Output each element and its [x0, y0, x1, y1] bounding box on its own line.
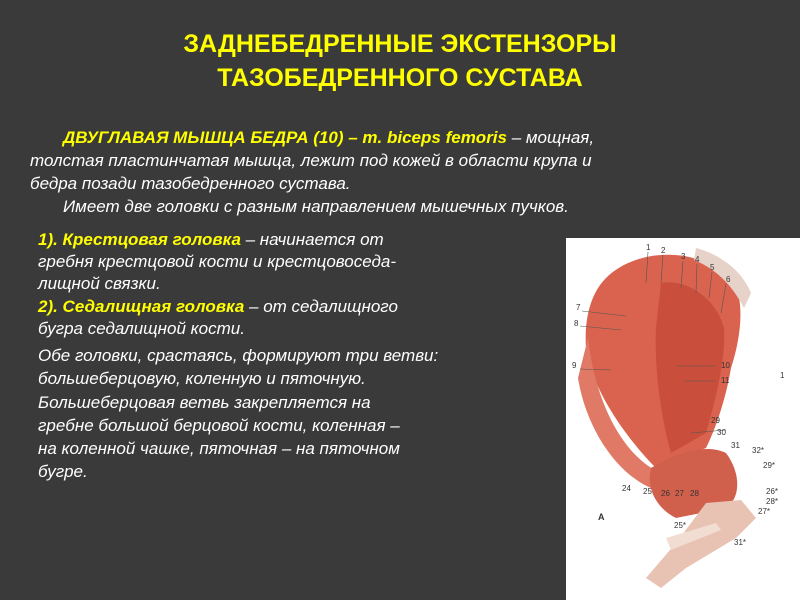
intro-line-3: бедра позади тазобедренного сустава. [30, 174, 351, 193]
sacral-text-1: – начинается от [240, 230, 384, 249]
figure-label: 28 [690, 489, 699, 498]
intro-line-4: Имеет две головки с разным направлением мышечных пучков. [63, 197, 569, 216]
branches-line-3: Большеберцовая ветвь закрепляется на [38, 393, 371, 412]
anatomy-figure [566, 238, 800, 600]
slide-title-line-2: ТАЗОБЕДРЕННОГО СУСТАВА [217, 64, 583, 92]
figure-label: 5 [710, 263, 715, 272]
intro-line-1 [63, 127, 594, 149]
figure-label: 31 [731, 441, 740, 450]
branches-line-1: Обе головки, срастаясь, формируют три ветви: [38, 346, 439, 365]
biceps-femoris-heading: ДВУГЛАВАЯ МЫШЦА БЕДРА (10) – m. biceps femoris [63, 128, 507, 147]
figure-label: 25 [643, 487, 652, 496]
figure-label: 26 [661, 489, 670, 498]
sacral-line-2: гребня крестцовой кости и крестцовоседа- [38, 252, 397, 271]
panel-letter: А [598, 512, 605, 522]
intro-line-2: толстая пластинчатая мышца, лежит под кожей в области крупа и [30, 151, 592, 170]
intro-text-1: – мощная, [506, 128, 595, 147]
figure-label: 25* [674, 521, 687, 530]
figure-label: 28* [766, 497, 779, 506]
figure-label: 27 [675, 489, 684, 498]
ischial-line-1 [38, 296, 398, 318]
branches-line-5: на коленной чашке, пяточная – на пяточном [38, 439, 400, 458]
sacral-head-heading: 1). Крестцовая головка [38, 230, 241, 249]
figure-label: 27* [758, 507, 771, 516]
figure-label: 2 [661, 246, 666, 255]
figure-label: 9 [572, 361, 577, 370]
branches-line-6: бугре. [38, 462, 88, 481]
figure-label: 24 [622, 484, 631, 493]
figure-label: 3 [681, 252, 686, 261]
figure-label: 10 [721, 361, 730, 370]
figure-label: 29 [711, 416, 720, 425]
sacral-line-1 [38, 229, 384, 251]
sacral-line-3: лищной связки. [38, 274, 161, 293]
slide-title-line-1: ЗАДНЕБЕДРЕННЫЕ ЭКСТЕНЗОРЫ [183, 30, 617, 58]
figure-label: 8 [574, 319, 579, 328]
figure-label: 11 [721, 376, 730, 385]
thigh-muscles-illustration [566, 238, 800, 600]
figure-label: 30 [717, 428, 726, 437]
figure-label: 31* [734, 538, 747, 547]
figure-label: 1 [780, 371, 785, 380]
figure-label: 4 [695, 255, 700, 264]
figure-label: 29* [763, 461, 776, 470]
figure-label: 6 [726, 275, 731, 284]
ischial-text-1: – от седалищного [244, 297, 398, 316]
branches-line-4: гребне большой берцовой кости, коленная – [38, 416, 400, 435]
figure-label: 26* [766, 487, 779, 496]
ischial-line-2: бугра седалищной кости. [38, 319, 245, 338]
branches-line-2: большеберцовую, коленную и пяточную. [38, 369, 366, 388]
ischial-head-heading: 2). Седалищная головка [38, 297, 245, 316]
figure-label: 7 [576, 303, 581, 312]
figure-label: 1 [646, 243, 651, 252]
figure-label: 32* [752, 446, 765, 455]
